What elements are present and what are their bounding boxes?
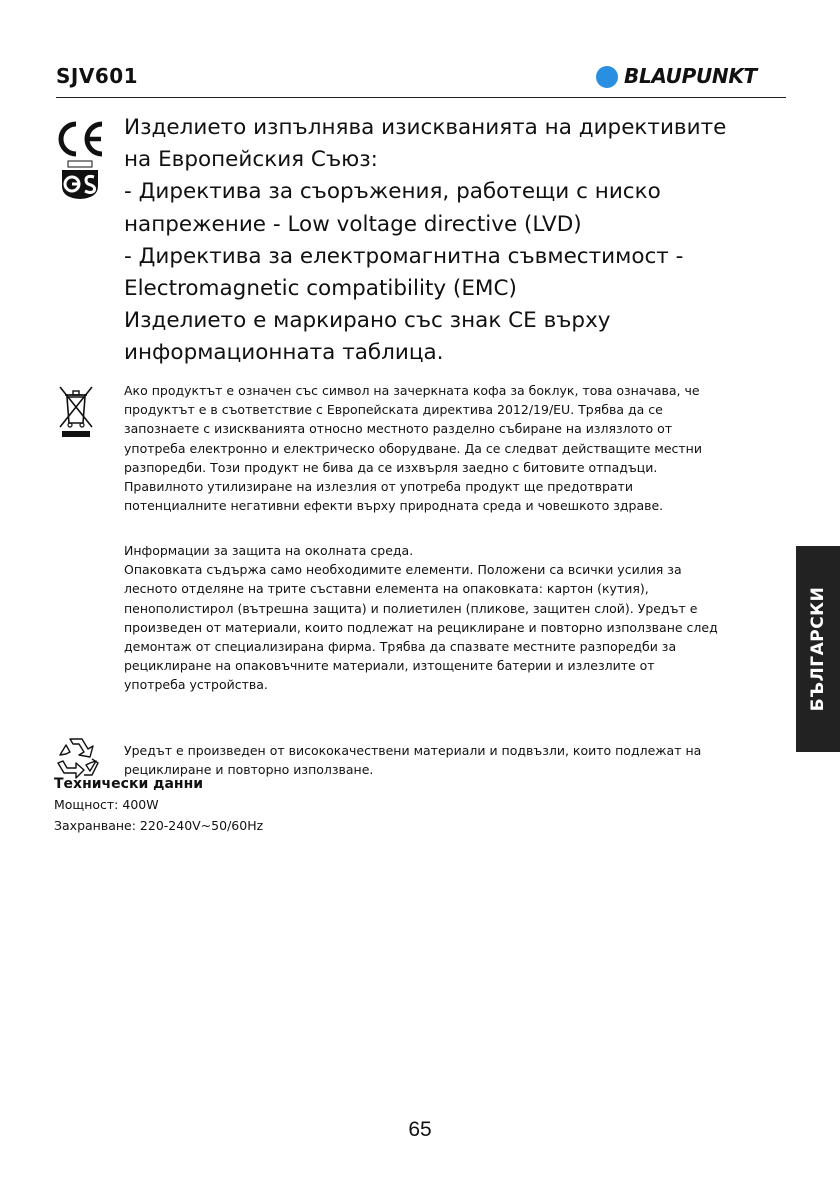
- tech-spec-supply: Захранване: 220-240V~50/60Hz: [54, 818, 264, 833]
- header-divider: [56, 97, 786, 98]
- directive-line: информационната таблица.: [124, 340, 444, 366]
- directive-line: - Директива за съоръжения, работещи с ниско: [124, 179, 661, 205]
- env-line: лесното отделяне на трите съставни елемента на опаковката: картон (кутия),: [124, 581, 649, 597]
- weee-line: запознаете с изискванията относно местното разделно събиране на излязлото от: [124, 421, 673, 437]
- env-line: пенополистирол (вътрешна защита) и полиетилен (пликове, защитен слой). Уредът е: [124, 600, 698, 616]
- directive-line: напрежение - Low voltage directive (LVD): [124, 211, 582, 237]
- model-name: SJV601: [56, 64, 139, 88]
- brand-wordmark: BLAUPUNKT: [624, 64, 757, 88]
- weee-line: употреба електронно и електрическо оборудване. Да се следват действащите местни: [124, 440, 702, 456]
- env-line: рециклиране на опаковъчните материали, изтощените батерии и излезлите от: [124, 658, 655, 674]
- weee-line: продуктът е в съответствие с Европейската директива 2012/19/EU. Трябва да се: [124, 402, 663, 418]
- env-line: произведен от материали, които подлежат на рециклиране и повторно използване след: [124, 619, 718, 635]
- directive-line: Изделието е маркирано със знак CE върху: [124, 308, 611, 334]
- recyclable-materials-text: [124, 741, 804, 779]
- recycle-line: Уредът е произведен от висококачествени материали и подвъзли, които подлежат на: [124, 743, 702, 758]
- ce-mark-icon: [54, 120, 106, 158]
- directive-line: Изделието изпълнява изискванията на директивите: [124, 115, 727, 140]
- environment-protection-text: [124, 541, 814, 695]
- directive-compliance-text: [124, 112, 784, 370]
- weee-line: потенциалните негативни ефекти върху природната среда и човешкото здраве.: [124, 498, 664, 514]
- directive-line: - Директива за електромагнитна съвместимост -: [124, 243, 684, 269]
- directive-line: на Европейския Съюз:: [124, 147, 378, 173]
- weee-disposal-text: [124, 381, 784, 515]
- language-tab-label: БЪЛГАРСКИ: [808, 586, 828, 712]
- env-line: употреба устройства.: [124, 677, 268, 693]
- directive-line: Electromagnetic compatibility (EMC): [124, 276, 517, 302]
- brand-logo: [596, 64, 786, 92]
- weee-line: Ако продуктът е означен със символ на зачеркната кофа за боклук, това означава, че: [124, 383, 700, 398]
- crossed-bin-icon: [56, 383, 96, 439]
- weee-line: Правилното утилизиране на излезлия от употреба продукт ще предотврати: [124, 479, 633, 495]
- language-tab: [796, 546, 840, 752]
- env-line: демонтаж от специализирана фирма. Трябва да спазвате местните разпоредби за: [124, 639, 677, 655]
- tech-spec-power: Мощност: 400W: [54, 797, 159, 812]
- recycle-line: рециклиране и повторно използване.: [124, 762, 374, 778]
- env-line: Опаковката съдържа само необходимите елементи. Положени са всички усилия за: [124, 562, 682, 578]
- brand-dot-icon: [596, 66, 618, 88]
- weee-line: разпоредби. Този продукт не бива да се изхвърля заедно с битовите отпадъци.: [124, 459, 658, 475]
- page-number: 65: [408, 1118, 432, 1141]
- gs-mark-icon: [58, 160, 102, 200]
- tech-specs-title: Технически данни: [54, 776, 204, 792]
- env-line: Информации за защита на околната среда.: [124, 543, 414, 558]
